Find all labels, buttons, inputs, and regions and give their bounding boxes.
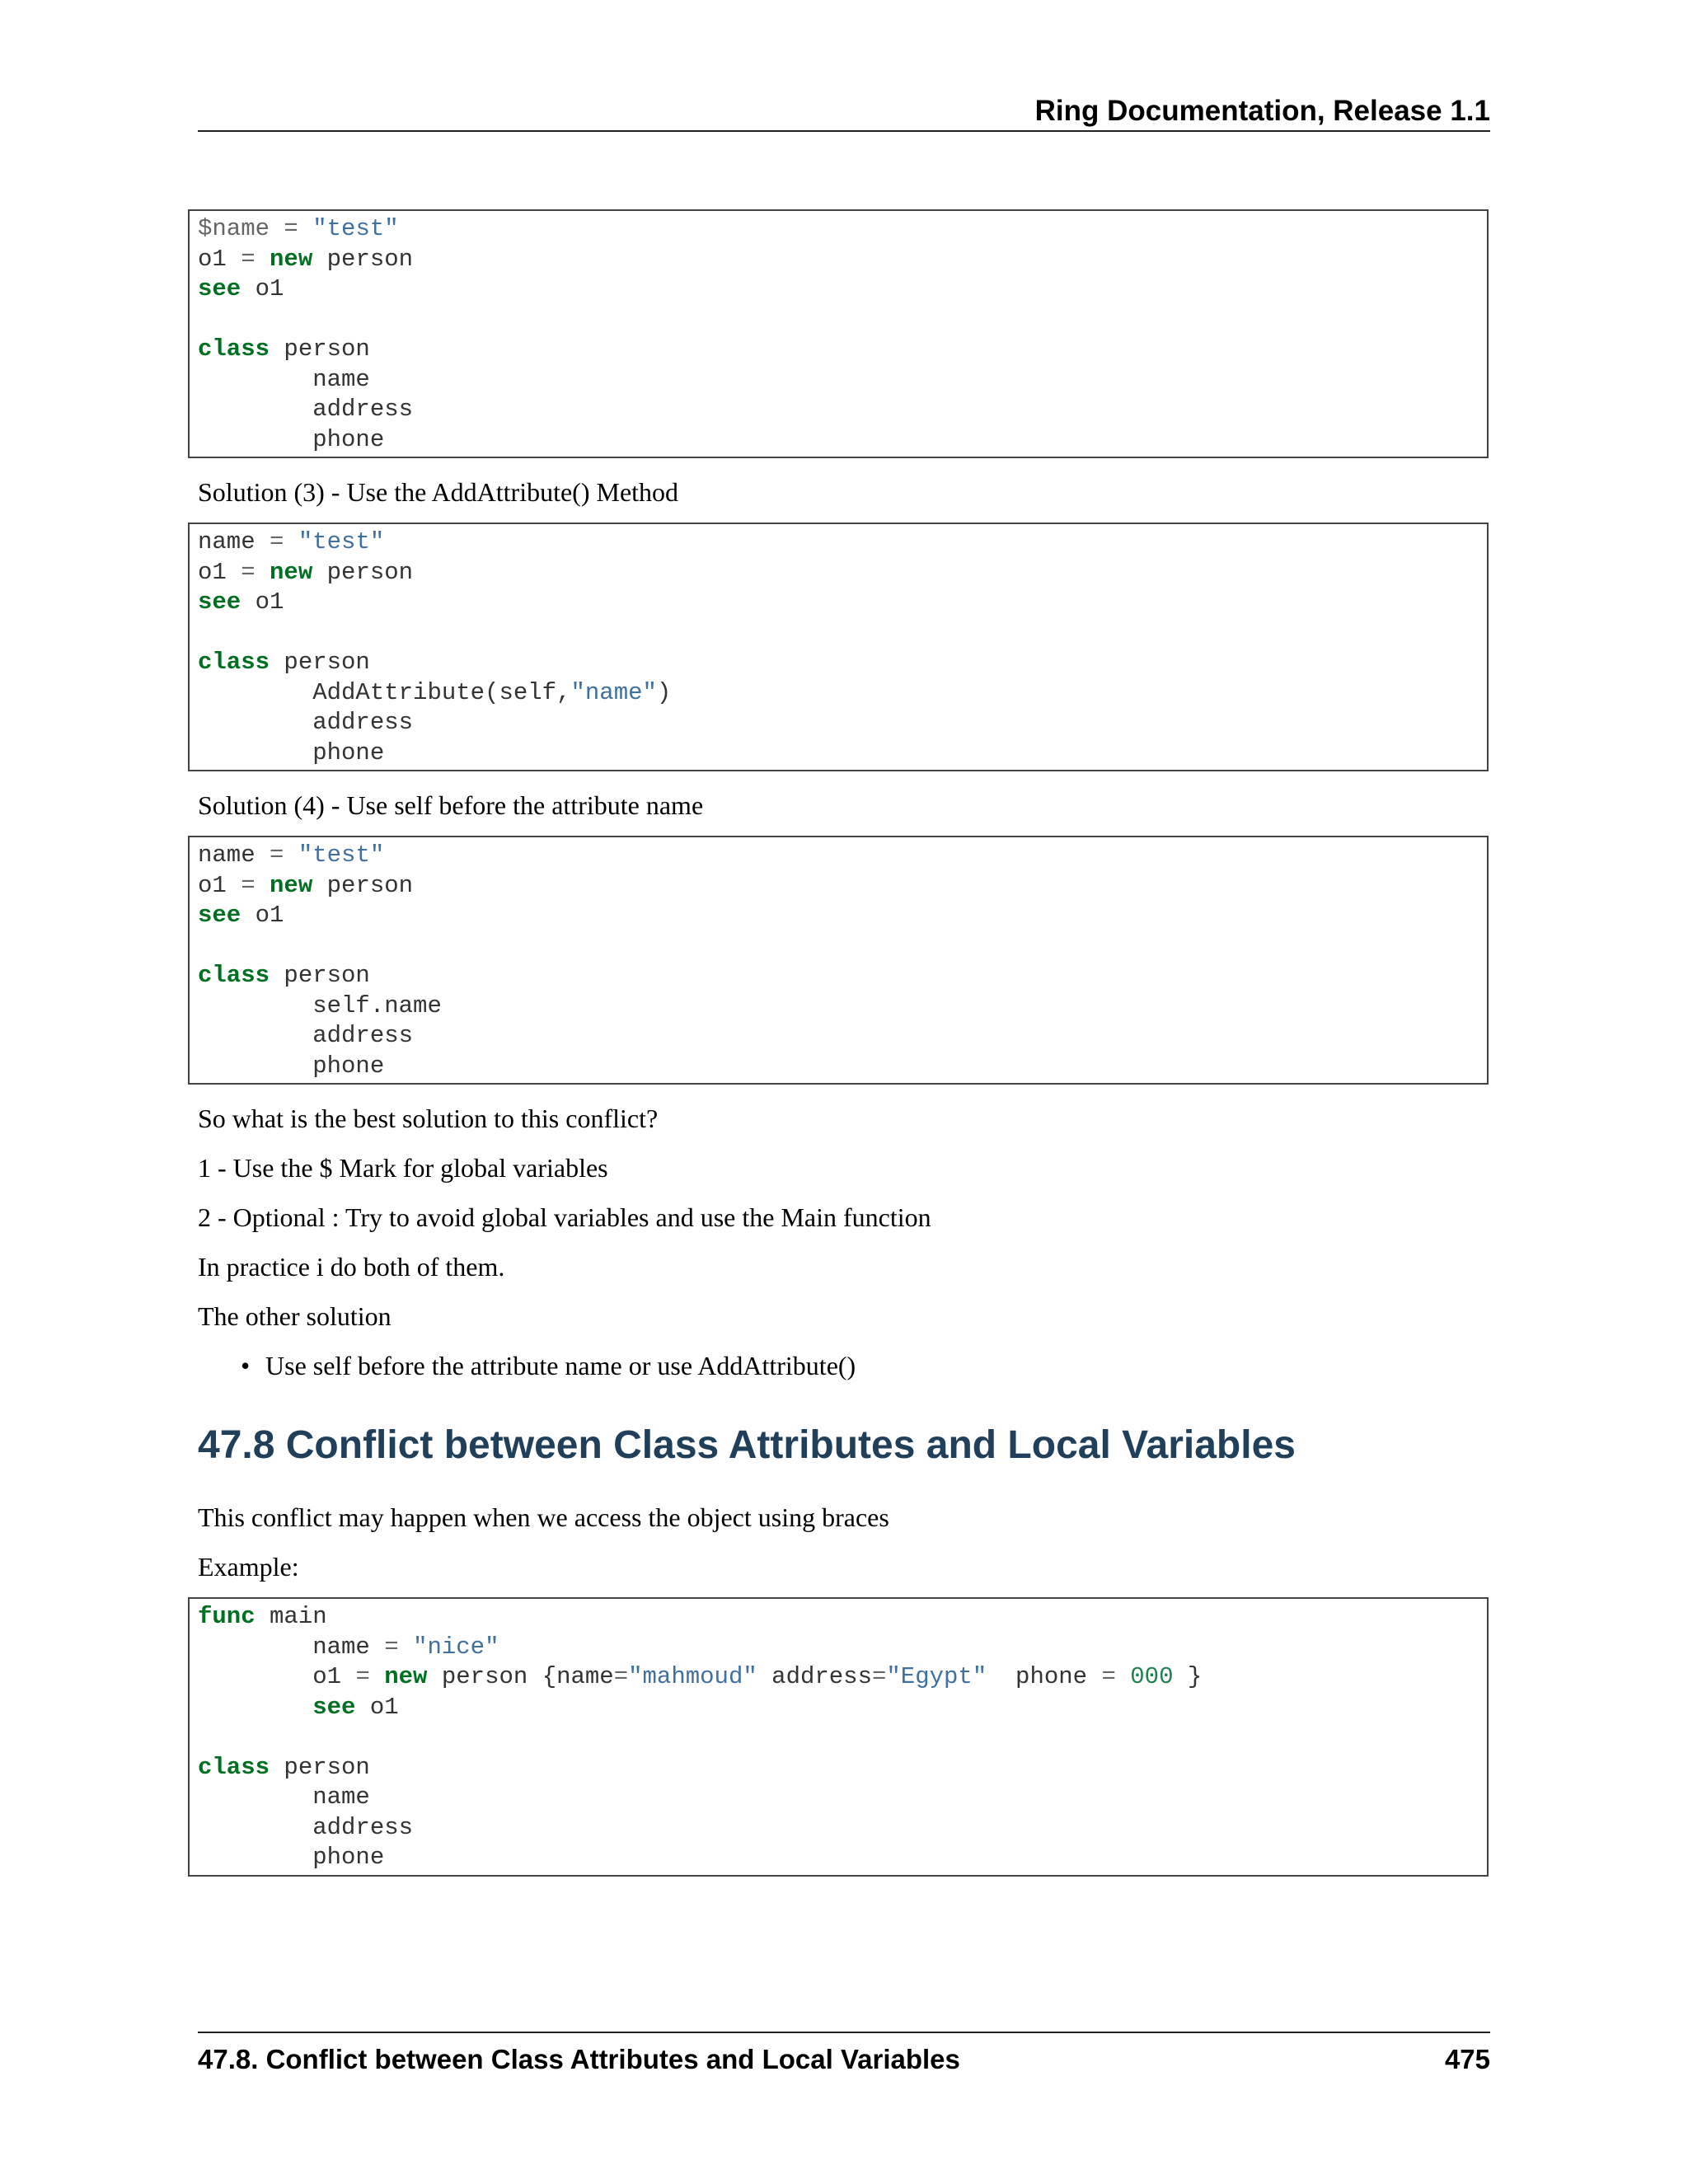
code-line: name = "nice" [198,1633,499,1661]
page-content [198,209,1490,1877]
code-line [198,305,1479,335]
code-line: address [198,396,414,423]
code-line: name [198,1783,370,1811]
code-block-3 [188,836,1489,1085]
code-line: self.name [198,991,442,1019]
code-line: class person [198,649,370,676]
point-1: 1 - Use the $ Mark for global variables [198,1153,608,1183]
bullet-text: Use self before the attribute name or use AddAttribute() [265,1351,856,1380]
code-line: AddAttribute(self,"name") [198,678,672,706]
bullet-icon: • [241,1351,251,1380]
code-line: class person [198,962,370,989]
code-line: name [198,365,370,393]
footer-section-ref: 47.8. Conflict between Class Attributes and Local Variables [198,2044,960,2074]
code-line: o1 = new person [198,245,414,273]
example-label: Example: [198,1552,299,1582]
code-line [198,931,1479,962]
code-line: o1 = new person {name="mahmoud" address="Egypt" phone = 000 } [198,1663,1203,1690]
code-line: $name = "test" [198,215,399,242]
code-line: class person [198,1753,370,1781]
solution4-label: Solution (4) - Use self before the attribute name [198,790,704,820]
header-title: Ring Documentation, Release 1.1 [1034,95,1490,127]
other-solution-label: The other solution [198,1301,392,1331]
code-block-4 [188,1597,1489,1877]
bullet-list-item [241,1350,1490,1381]
practice-note: In practice i do both of them. [198,1252,505,1282]
section-heading: 47.8 Conflict between Class Attributes and Local Variables [198,1423,1296,1467]
code-line: address [198,1022,414,1049]
code-line: see o1 [312,1693,399,1721]
code-line: see o1 [198,275,284,302]
code-line: name = "test" [198,528,385,555]
code-line: address [198,709,414,736]
document-page [198,0,1490,2184]
code-block-1 [188,209,1489,458]
code-line: phone [198,1052,385,1080]
point-2: 2 - Optional : Try to avoid global variables and use the Main function [198,1202,931,1232]
code-line: phone [198,1844,385,1871]
best-solution-question: So what is the best solution to this conflict? [198,1104,659,1133]
code-line: address [198,1813,414,1841]
code-line: class person [198,335,370,363]
code-line [198,1722,1479,1753]
code-line: name = "test" [198,841,385,869]
code-line: o1 = new person [198,871,414,899]
solution3-label: Solution (3) - Use the AddAttribute() Method [198,477,679,507]
code-line: o1 = new person [198,558,414,586]
page-number: 475 [1444,2044,1490,2074]
page-footer [198,2032,1490,2078]
code-line: see o1 [198,902,284,929]
code-line: phone [198,425,385,453]
page-header [198,92,1490,132]
section-intro: This conflict may happen when we access the object using braces [198,1502,889,1532]
code-block-2 [188,523,1489,771]
code-line: phone [198,738,385,766]
code-line: func main [198,1603,327,1630]
code-line [198,618,1479,649]
code-line: see o1 [198,588,284,616]
